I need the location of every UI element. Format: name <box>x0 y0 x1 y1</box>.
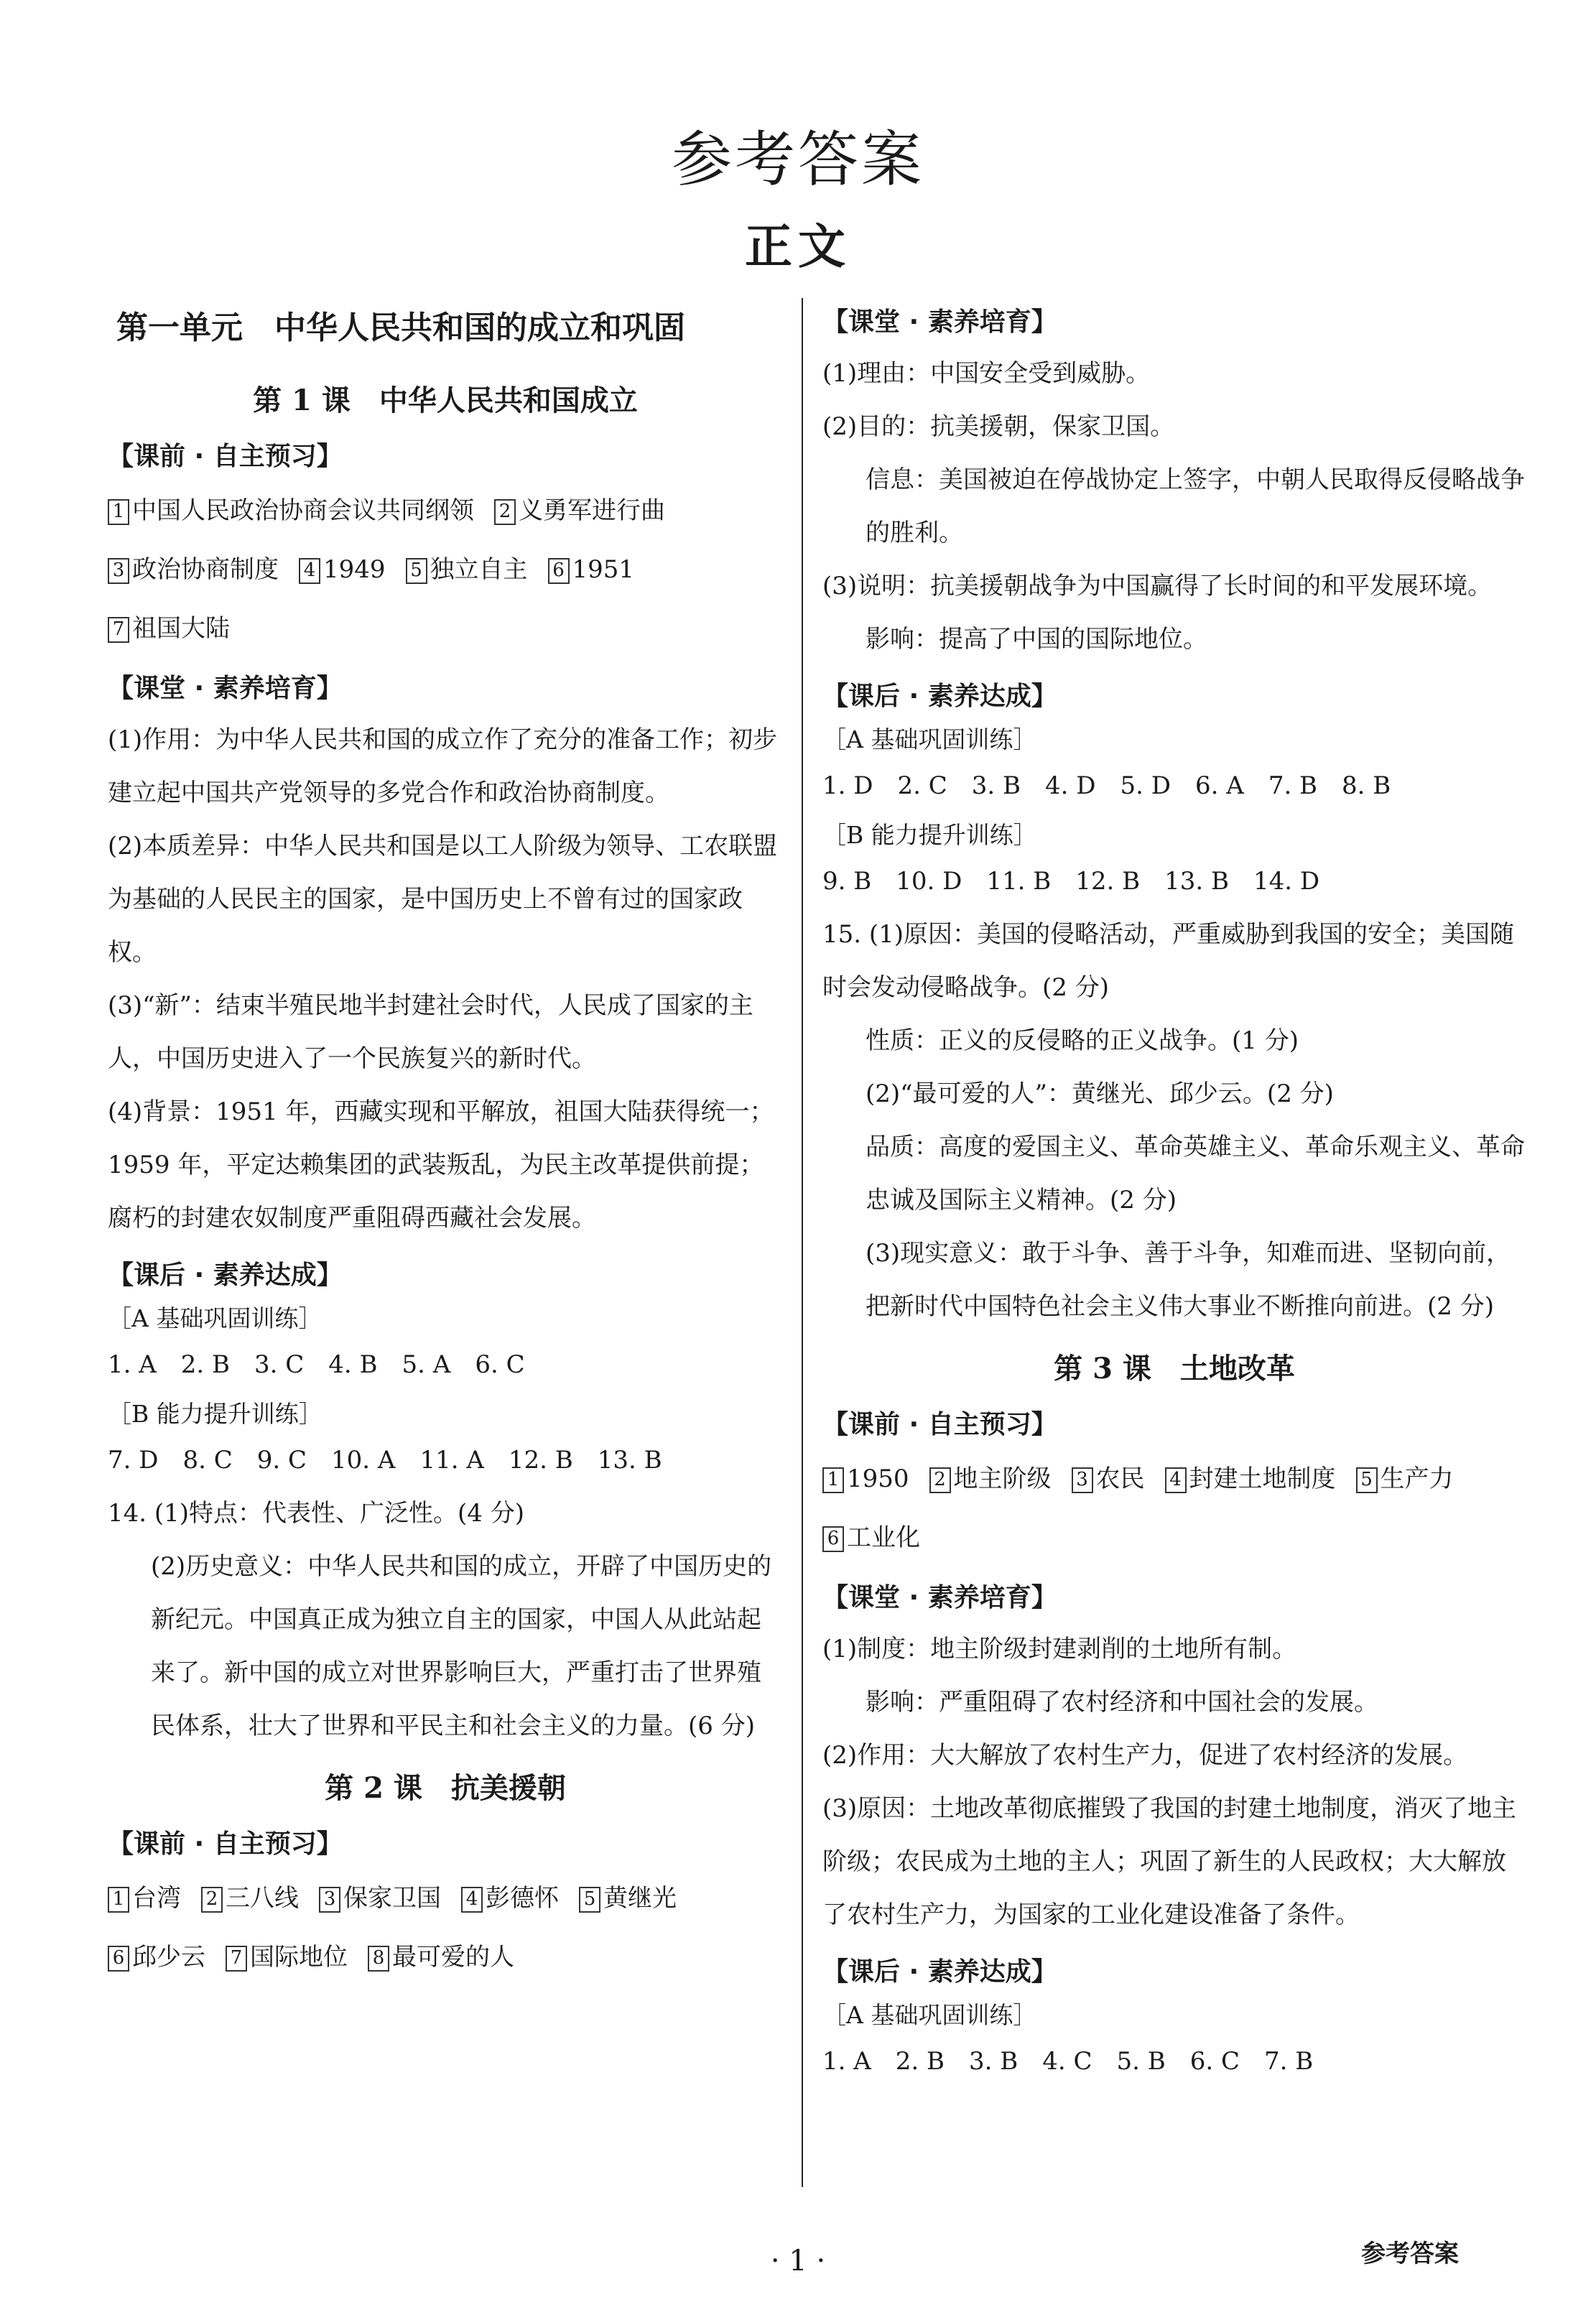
answer-item <box>201 1869 299 1928</box>
answer-paragraph: (3)说明：抗美援朝战争为中国赢得了长时间的和平发展环境。 <box>822 572 1493 600</box>
answer-paragraph: (2)历史意义：中华人民共和国的成立，开辟了中国历史的新纪元。中国真正成为独立自主的国家，中国人从此站起来了。新中国的成立对世界影响巨大，严重打击了世界殖民体系，壮大了世界和平民主和社会主义的力量。(6 分) <box>151 1552 772 1740</box>
answer-item <box>822 1508 920 1567</box>
item-number: 7 <box>226 1946 247 1972</box>
item-text: 农民 <box>1095 1464 1145 1493</box>
lesson-2-title: 第 2 课 抗美援朝 <box>325 1771 566 1805</box>
answer-paragraph: (2)目的：抗美援朝，保家卫国。 <box>822 412 1175 441</box>
item-number: 1 <box>822 1467 844 1493</box>
answer-paragraph: (3)现实意义：敢于斗争、善于斗争，知难而进、坚韧向前，把新时代中国特色社会主义伟大事业不断推向前进。(2 分) <box>866 1239 1511 1321</box>
answer-item <box>579 1869 677 1928</box>
item-number: 6 <box>548 558 570 584</box>
answer-paragraph: (3)“新”：结束半殖民地半封建社会时代，人民成了国家的主人，中国历史进入了一个民族复兴的新时代。 <box>108 991 753 1073</box>
item-text: 最可爱的人 <box>392 1943 514 1972</box>
answer-paragraph: (1)制度：地主阶级封建剥削的土地所有制。 <box>822 1635 1297 1663</box>
b-training-answers: 9. B 10. D 11. B 12. B 13. B 14. D <box>822 867 1320 896</box>
answer-item <box>319 1869 441 1928</box>
answer-paragraph: 影响：严重阻碍了农村经济和中国社会的发展。 <box>866 1688 1378 1717</box>
a-training-answers: 1. A 2. B 3. B 4. C 5. B 6. C 7. B <box>822 2047 1314 2076</box>
answer-paragraph: 14. (1)特点：代表性、广泛性。(4 分) <box>108 1499 525 1528</box>
section-after-class: 【课后 · 素养达成】 <box>108 1261 343 1290</box>
section-pre-study: 【课前 · 自主预习】 <box>108 442 343 471</box>
item-text: 1949 <box>323 555 386 584</box>
page-subtitle: 正文 <box>745 219 851 274</box>
answer-paragraph: 影响：提高了中国的国际地位。 <box>866 625 1207 654</box>
item-number: 3 <box>1072 1467 1093 1493</box>
item-text: 地主阶级 <box>953 1464 1052 1493</box>
answer-item <box>548 540 635 599</box>
item-text: 生产力 <box>1380 1464 1454 1493</box>
answer-item <box>108 481 474 540</box>
item-text: 1951 <box>572 555 635 584</box>
answer-item <box>108 1928 205 1987</box>
unit-heading: 第一单元 中华人民共和国的成立和巩固 <box>116 310 685 346</box>
answer-item <box>368 1928 514 1987</box>
item-number: 2 <box>494 499 516 525</box>
a-training-answers: 1. D 2. C 3. B 4. D 5. D 6. A 7. B 8. B <box>822 771 1391 800</box>
item-number: 6 <box>822 1526 844 1552</box>
section-pre-study: 【课前 · 自主预习】 <box>822 1410 1057 1439</box>
section-classroom: 【课堂 · 素养培育】 <box>822 307 1057 337</box>
b-training-heading: ［B 能力提升训练］ <box>822 821 1037 849</box>
item-text: 彭德怀 <box>486 1884 559 1913</box>
section-classroom: 【课堂 · 素养培育】 <box>108 674 343 703</box>
answer-item <box>822 1449 909 1508</box>
answer-paragraph: (1)作用：为中华人民共和国的成立作了充分的准备工作；初步建立起中国共产党领导的多党合作和政治协商制度。 <box>108 725 778 807</box>
item-number: 5 <box>1356 1467 1378 1493</box>
answer-paragraph: (3)原因：土地改革彻底摧毁了我国的封建土地制度，消灭了地主阶级；农民成为土地的主人；巩固了新生的人民政权；大大解放了农村生产力，为国家的工业化建设准备了条件。 <box>822 1794 1517 1929</box>
right-column <box>822 302 1526 2088</box>
item-number: 2 <box>929 1467 951 1493</box>
pre-study-answers <box>108 1869 783 1987</box>
section-classroom: 【课堂 · 素养培育】 <box>822 1583 1057 1612</box>
item-number: 4 <box>1165 1467 1187 1493</box>
answer-item <box>494 481 665 540</box>
item-text: 台湾 <box>132 1884 181 1913</box>
answer-item <box>108 599 230 658</box>
answer-paragraph: 信息：美国被迫在停战协定上签字，中朝人民取得反侵略战争的胜利。 <box>866 465 1525 547</box>
item-text: 义勇军进行曲 <box>519 496 665 525</box>
answer-item <box>461 1869 559 1928</box>
item-text: 1950 <box>847 1464 909 1493</box>
answer-item <box>1356 1449 1454 1508</box>
item-number: 5 <box>406 558 427 584</box>
item-text: 封建土地制度 <box>1189 1464 1336 1493</box>
item-number: 2 <box>201 1887 223 1913</box>
b-training-answers: 7. D 8. C 9. C 10. A 11. A 12. B 13. B <box>108 1446 662 1475</box>
answer-item <box>299 540 386 599</box>
footer-label: 参考答案 <box>1361 2239 1459 2268</box>
item-text: 中国人民政治协商会议共同纲领 <box>132 496 474 525</box>
page-title: 参考答案 <box>671 124 924 195</box>
item-number: 3 <box>319 1887 340 1913</box>
a-training-heading: ［A 基础巩固训练］ <box>108 1304 323 1332</box>
item-text: 三八线 <box>226 1884 299 1913</box>
pre-study-answers <box>822 1449 1526 1567</box>
answer-paragraph: (2)“最可爱的人”：黄继光、邱少云。(2 分) <box>866 1080 1334 1108</box>
answer-item <box>226 1928 348 1987</box>
left-column <box>108 302 783 1987</box>
lesson-1-title: 第 1 课 中华人民共和国成立 <box>253 384 638 417</box>
a-training-answers: 1. A 2. B 3. C 4. B 5. A 6. C <box>108 1350 525 1379</box>
item-text: 政治协商制度 <box>132 555 279 584</box>
lesson-3-title: 第 3 课 土地改革 <box>1054 1352 1295 1385</box>
answer-item <box>406 540 528 599</box>
answer-paragraph: (1)理由：中国安全受到威胁。 <box>822 359 1151 388</box>
pre-study-answers <box>108 481 783 658</box>
item-text: 国际地位 <box>250 1943 348 1972</box>
page-number: · 1 · <box>770 2244 826 2278</box>
column-divider <box>802 298 803 2187</box>
section-after-class: 【课后 · 素养达成】 <box>822 682 1057 711</box>
answer-item <box>929 1449 1052 1508</box>
answer-item <box>108 1869 181 1928</box>
answer-paragraph: (4)背景：1951 年，西藏实现和平解放，祖国大陆获得统一；1959 年，平定达赖集团的武装叛乱，为民主改革提供前提；腐朽的封建农奴制度严重阻碍西藏社会发展。 <box>108 1097 774 1232</box>
answer-paragraph: 15. (1)原因：美国的侵略活动，严重威胁到我国的安全；美国随时会发动侵略战争。(2 分) <box>822 920 1515 1002</box>
item-text: 工业化 <box>847 1523 920 1552</box>
answer-paragraph: 性质：正义的反侵略的正义战争。(1 分) <box>866 1026 1299 1055</box>
item-number: 1 <box>108 499 129 525</box>
a-training-heading: ［A 基础巩固训练］ <box>822 725 1037 753</box>
item-number: 7 <box>108 617 129 643</box>
item-text: 独立自主 <box>430 555 528 584</box>
a-training-heading: ［A 基础巩固训练］ <box>822 2001 1037 2029</box>
item-number: 4 <box>461 1887 483 1913</box>
b-training-heading: ［B 能力提升训练］ <box>108 1400 323 1428</box>
item-number: 5 <box>579 1887 600 1913</box>
item-number: 1 <box>108 1887 129 1913</box>
item-number: 4 <box>299 558 320 584</box>
item-text: 保家卫国 <box>343 1884 441 1913</box>
answer-paragraph: (2)作用：大大解放了农村生产力，促进了农村经济的发展。 <box>822 1741 1468 1770</box>
answer-paragraph: (2)本质差异：中华人民共和国是以工人阶级为领导、工农联盟为基础的人民民主的国家，是中国历史上不曾有过的国家政权。 <box>108 832 778 967</box>
answer-item <box>1072 1449 1145 1508</box>
answer-paragraph: 品质：高度的爱国主义、革命英雄主义、革命乐观主义、革命忠诚及国际主义精神。(2 分) <box>866 1133 1525 1215</box>
section-after-class: 【课后 · 素养达成】 <box>822 1957 1057 1987</box>
item-text: 黄继光 <box>603 1884 677 1913</box>
item-text: 祖国大陆 <box>132 614 230 643</box>
item-number: 8 <box>368 1946 389 1972</box>
answer-item <box>108 540 279 599</box>
item-number: 3 <box>108 558 129 584</box>
item-number: 6 <box>108 1946 129 1972</box>
answer-item <box>1165 1449 1336 1508</box>
item-text: 邱少云 <box>132 1943 205 1972</box>
section-pre-study: 【课前 · 自主预习】 <box>108 1829 343 1859</box>
